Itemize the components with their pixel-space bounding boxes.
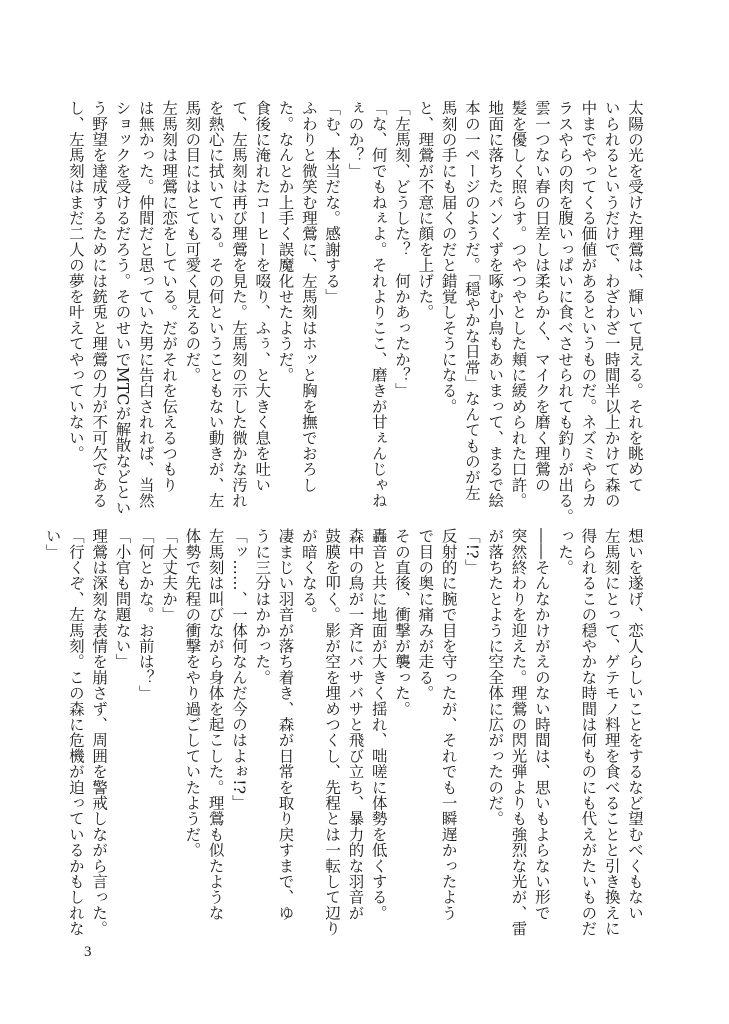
text-line: 反射的に腕で目を守ったが、それでも一瞬遅かったよう	[439, 528, 458, 921]
text-line: は無かった。仲間だと思っていた男に告白されれば、当然	[136, 100, 155, 509]
text-line: て、左馬刻は再び理鶯を見た。左馬刻の示した微かな汚れ	[229, 100, 248, 509]
text-line: が暗くなる。	[299, 528, 318, 623]
text-line: 「小官も問題ない」	[113, 528, 132, 670]
text-line: 「左馬刻、どうした？ 何かあったか？」	[393, 100, 412, 399]
text-line: ショックを受けるだろう。そのせいでMTCが解散などとい	[113, 100, 132, 516]
text-line: た。なんとか上手く誤魔化せたようだ。	[276, 100, 295, 383]
text-line: 「ッ……、一体何なんだ今のはよぉ!?」	[229, 528, 248, 810]
text-line: ラスやらの肉を腹いっぱいに食べさせられても釣りが出る。	[556, 100, 575, 524]
text-line: 理鶯は深刻な表情を崩さず、周囲を警戒しながら言った。	[90, 528, 109, 937]
text-line: う野望を達成するためには銃兎と理鶯の力が不可欠である	[90, 100, 109, 509]
text-line: 馬刻の目にはとても可愛く見えるのだ。	[183, 100, 202, 383]
text-line: ぇのか？」	[346, 100, 365, 179]
text-line: 凄まじい羽音が落ち着き、森が日常を取り戻すまで、ゆ	[276, 528, 295, 921]
text-line: 「な、何でもねぇよ。それよりここ、磨きが甘ぇんじゃね	[369, 100, 388, 509]
text-line: 食後に淹れたコーヒーを啜り、ふぅ、と大きく息を吐い	[253, 100, 272, 493]
text-line: 体勢で先程の衝撃をやり過ごしていたようだ。	[183, 528, 202, 858]
text-line: その直後、衝撃が襲った。	[393, 528, 412, 717]
text-line: 「!?」	[462, 528, 481, 575]
text-line: を熱心に拭いている。その何ということもない動きが、左	[206, 100, 225, 509]
page-number: 3	[84, 944, 92, 960]
text-line: と、理鶯が不意に顔を上げた。	[416, 100, 435, 320]
text-line: ふわりと微笑む理鶯に、左馬刻はホッと胸を撫でおろし	[299, 100, 318, 493]
text-line: 得られるこの穏やかな時間は何ものにも代えがたいものだ	[579, 528, 598, 937]
text-line: 「大丈夫か」	[160, 528, 179, 623]
text-line: 左馬刻にとって、ゲテモノ料理を食べることと引き換えに	[602, 528, 621, 937]
text-line: 「む、本当だな。感謝する」	[323, 100, 342, 305]
text-line: で目の奥に痛みが走る。	[416, 528, 435, 701]
text-line: 森中の鳥が一斉にバサバサと飛び立ち、暴力的な羽音が	[346, 528, 365, 921]
text-line: ――そんなかけがえのない時間は、思いもよらない形で	[532, 528, 551, 921]
text-line: った。	[556, 528, 575, 576]
text-line: うに三分はかかった。	[253, 528, 272, 685]
text-line: 轟音と共に地面が大きく揺れ、咄嗟に体勢を低くする。	[369, 528, 388, 921]
text-line: 想いを遂げ、恋人らしいことをするなど望むべくもない	[626, 528, 644, 921]
text-line: い」	[43, 528, 62, 560]
text-line: 雲一つない春の日差しは柔らかく、マイクを磨く理鶯の	[532, 100, 551, 493]
text-line: いられるというだけで、わざわざ一時間半以上かけて森の	[602, 100, 621, 509]
text-line: 髪を優しく照らす。つやつやとした頬に緩められた口許。	[509, 100, 528, 509]
text-line: 「行くぞ、左馬刻。この森に危機が迫っているかもしれな	[66, 528, 85, 937]
text-line: し、左馬刻はまだ二人の夢を叶えてやっていない。	[66, 100, 85, 462]
text-line: 左馬刻は理鶯に恋をしている。だがそれを伝えるつもり	[160, 100, 179, 493]
text-line: 中までやってくる価値があるというものだ。ネズミやらカ	[579, 100, 598, 509]
text-line: 太陽の光を受けた理鶯は、輝いて見える。それを眺めて	[626, 100, 644, 493]
text-line: が落ちたとように空全体に広がったのだ。	[486, 528, 505, 827]
text-line: 鼓膜を叩く。影が空を埋めつくし、先程とは一転して辺り	[323, 528, 342, 937]
lower-text-block	[43, 528, 646, 937]
text-line: 地面に落ちたパンくずを啄む小鳥もあいまって、まるで絵	[486, 100, 505, 509]
text-line: 突然終わりを迎えた。理鶯の閃光弾よりも強烈な光が、雷	[509, 528, 528, 937]
text-line: 馬刻の手にも届くのだと錯覚しそうになる。	[439, 100, 458, 414]
text-line: 本の一ページのようだ。「穏やかな日常」なんてものが左	[462, 100, 481, 501]
text-line: 「何とかな。お前は？」	[136, 528, 155, 701]
upper-text-block	[66, 100, 646, 524]
text-line: 左馬刻は叫びながら身体を起こした。理鶯も似たような	[206, 528, 225, 921]
